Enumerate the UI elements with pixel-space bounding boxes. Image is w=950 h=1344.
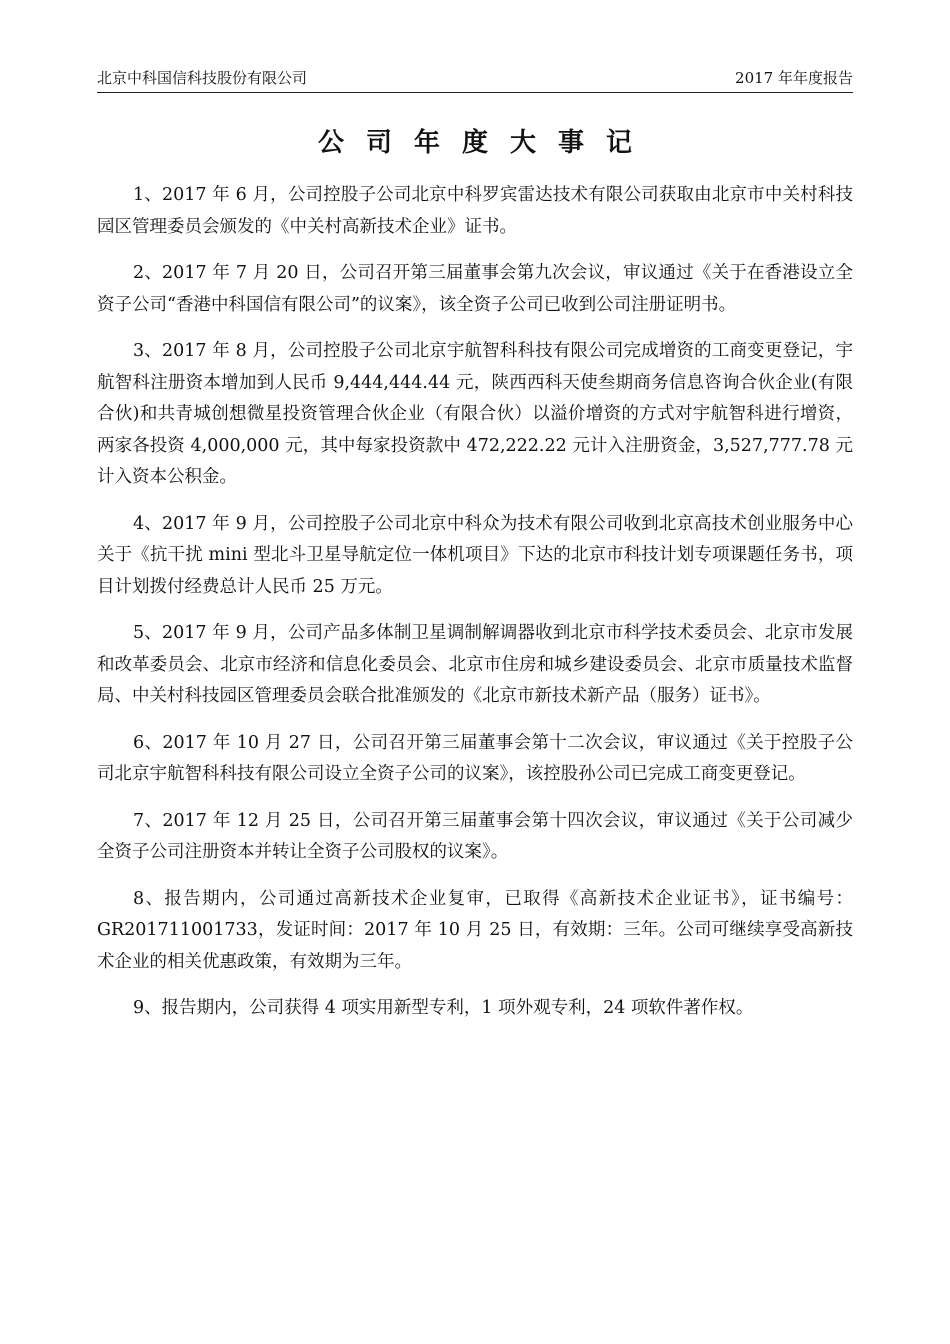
page-header [97,68,853,93]
header-company-name: 北京中科国信科技股份有限公司 [97,69,308,87]
page-title: 公司年度大事记 [317,128,654,158]
header-report-title: 2017 年年度报告 [735,69,853,87]
event-item-1: 1、2017 年 6 月，公司控股子公司北京中科罗宾雷达技术有限公司获取由北京市中关村科技园区管理委员会颁发的《中关村高新技术企业》证书。 [97,185,853,237]
event-item-2: 2、2017 年 7 月 20 日，公司召开第三届董事会第九次会议，审议通过《关于在香港设立全资子公司“香港中科国信有限公司”的议案》，该全资子公司已收到公司注册证明书。 [97,263,853,315]
event-item-7: 7、2017 年 12 月 25 日，公司召开第三届董事会第十四次会议，审议通过《关于公司减少全资子公司注册资本并转让全资子公司股权的议案》。 [97,810,853,862]
event-item-9: 9、报告期内，公司获得 4 项实用新型专利，1 项外观专利，24 项软件著作权。 [133,998,754,1018]
event-item-5: 5、2017 年 9 月，公司产品多体制卫星调制解调器收到北京市科学技术委员会、北京市发展和改革委员会、北京市经济和信息化委员会、北京市住房和城乡建设委员会、北京市质量技术监督局、中关村科技园区管理委员会联合批准颁发的《北京市新技术新产品（服务）证书》。 [97,623,853,706]
event-item-3: 3、2017 年 8 月，公司控股子公司北京宇航智科科技有限公司完成增资的工商变更登记，宇航智科注册资本增加到人民币 9,444,444.44 元，陕西西科天使叁期商务信息咨询合伙企业(有限合伙)和共青城创想微星投资管理合伙企业（有限合伙）以溢价增资的方式对宇航智科进行增资，两家各投资 4,000,000 元，其中每家投资款中 472,222.22 元计入注册资金，3,527,777.78 元计入资本公积金。 [97,341,853,487]
event-item-6: 6、2017 年 10 月 27 日，公司召开第三届董事会第十二次会议，审议通过《关于控股子公司北京宇航智科科技有限公司设立全资子公司的议案》，该控股孙公司已完成工商变更登记。 [97,732,853,784]
event-item-8: 8、报告期内，公司通过高新技术企业复审，已取得《高新技术企业证书》，证书编号：GR201711001733，发证时间：2017 年 10 月 25 日，有效期：三年。公司可继续享受高新技术企业的相关优惠政策，有效期为三年。 [97,888,853,972]
event-item-4: 4、2017 年 9 月，公司控股子公司北京中科众为技术有限公司收到北京高技术创业服务中心关于《抗干扰 mini 型北斗卫星导航定位一体机项目》下达的北京市科技计划专项课题任务书，项目计划拨付经费总计人民币 25 万元。 [97,513,853,597]
event-list [97,180,853,1040]
